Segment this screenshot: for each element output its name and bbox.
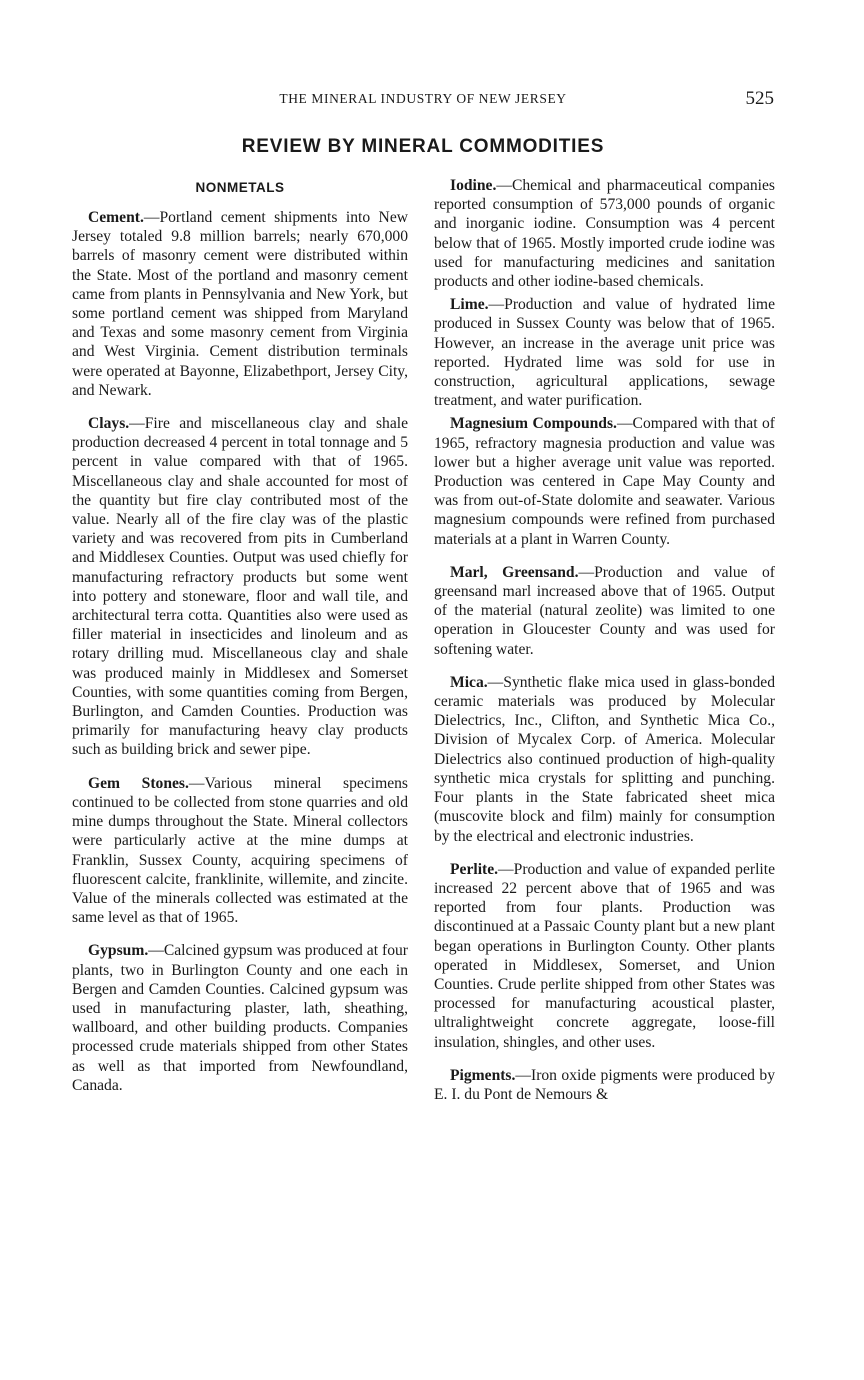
paragraph-text: —Production and value of expanded perlite increased 22 percent above that of 1965 and was reported from four plants. Production was discontinued at a Passaic County plant but a new plant began operations in Burlington County. Other plants operated in Middlesex, Somerset, and Union Counties. Crude perlite shipped from other States was processed for manufacturing acoustical plaster, ultralightweight concrete aggregate, loose-fill insulation, shingles, and other uses. <box>434 860 775 1051</box>
paragraph-text: —Compared with that of 1965, refractory magnesia production and value was lower but a higher average unit value was reported. Production was centered in Cape May County and was from out-of-State dolomite and seawater. Various magnesium compounds were refined from purchased materials at a plant in Warren County. <box>434 415 776 548</box>
running-title: THE MINERAL INDUSTRY OF NEW JERSEY <box>279 91 567 106</box>
paragraph-text: —Various mineral specimens continued to be collected from stone quarries and old mine dumps throughout the State. Mineral collectors were particularly active at the mine dumps at Franklin, Sussex County, acquiring specimens of fluorescent calcite, franklinite, willemite, and zincite. Value of the minerals collected was estimated at the same level as that of 1965. <box>72 774 408 927</box>
page-number: 525 <box>745 88 774 109</box>
subhead-nonmetals: NONMETALS <box>195 180 285 195</box>
paragraph-cement <box>72 208 408 400</box>
paragraph-text: —Synthetic flake mica used in glass-bonded ceramic materials was produced by Molecular Dielectrics, Inc., Clifton, and Synthetic Mica Co., Division of Mycalex Corp. of America. Molecular Dielectrics also continued production of high-quality synthetic mica crystals for splitting and punching. Four plants in the State fabricated sheet mica (muscovite block and film) mainly for consumption by the electrical and electronic industries. <box>434 673 775 845</box>
paragraph-iodine <box>434 176 775 291</box>
term-pigments: Pigments. <box>450 1066 516 1084</box>
paragraph-pigments <box>434 1066 775 1104</box>
paragraph-gem-stones <box>72 774 408 928</box>
paragraph-text: —Production and value of hydrated lime produced in Sussex County was below that of 1965. However, an increase in the average unit price was reported. Hydrated lime was sold for use in construction, agricultural applications, sewage treatment, and water purification. <box>434 296 775 410</box>
paragraph-gypsum <box>72 941 408 1095</box>
paragraph-clays <box>72 414 408 760</box>
term-lime: Lime. <box>450 296 489 314</box>
right-column <box>434 176 775 1104</box>
paragraph-magnesium-compounds <box>434 414 775 548</box>
paragraph-text: —Chemical and pharmaceutical companies reported consumption of 573,000 pounds of organic and inorganic iodine. Consumption was 4 percent below that of 1965. Mostly imported crude iodine was used for manufacturing medicines and sanitation products and other iodine-based chemicals. <box>434 177 775 291</box>
paragraph-text: —Calcined gypsum was produced at four plants, two in Burlington County and one each in Bergen and Camden Counties. Calcined gypsum was used in manufacturing plaster, lath, sheathing, wallboard, and other building products. Companies processed crude materials shipped from other States as well as that imported from Newfoundland, Canada. <box>72 942 408 1094</box>
paragraph-perlite <box>434 860 775 1052</box>
section-title: REVIEW BY MINERAL COMMODITIES <box>241 136 605 157</box>
paragraph-mica <box>434 673 775 846</box>
term-iodine: Iodine. <box>450 177 497 194</box>
paragraph-marl-greensand <box>434 563 775 659</box>
paragraph-text: —Fire and miscellaneous clay and shale production decreased 4 percent in total tonnage and 5 percent in value compared with that of 1965. Miscellaneous clay and shale accounted for most of the quantity but fire clay contributed most of the value. Nearly all of the fire clay was of the plastic variety and was recovered from pits in Cumberland and Middlesex Counties. Output was used chiefly for manufacturing refractory products but some went into pottery and stoneware, floor and wall tile, and architectural terra cotta. Quantities also were used as filler material in insecticides and linoleum and as rotary drilling mud. Miscellaneous clay and shale was produced mainly in Middlesex and Somerset Counties, with some quantities coming from Bergen, Burlington, and Camden Counties. Production was primarily for manufacturing heavy clay products such as building brick and sewer pipe. <box>72 415 408 759</box>
running-header <box>72 88 774 112</box>
term-perlite: Perlite. <box>450 860 499 878</box>
paragraph-text: —Iron oxide pigments were produced by E. I. du Pont de Nemours & <box>434 1066 775 1103</box>
paragraph-lime <box>434 295 775 410</box>
term-marl-greensand: Marl, Greensand. <box>450 563 579 581</box>
paragraph-text: —Portland cement shipments into New Jersey totaled 9.8 million barrels; nearly 670,000 barrels of masonry cement were distributed within the State. Most of the portland and masonry cement came from plants in Pennsylvania and New York, but some portland cement was shipped from Maryland and Texas and some masonry cement from Virginia and West Virginia. Cement distribution terminals were operated at Bayonne, Elizabethport, Jersey City, and Newark. <box>72 209 408 399</box>
paragraph-text: —Production and value of greensand marl increased above that of 1965. Output of the material (natural zeolite) was limited to one operation in Gloucester County and was used for softening water. <box>434 563 775 658</box>
left-column <box>72 176 408 1095</box>
term-cement: Cement. <box>88 209 144 226</box>
term-clays: Clays. <box>88 415 130 433</box>
term-gem-stones: Gem Stones. <box>88 774 189 792</box>
term-gypsum: Gypsum. <box>88 942 149 960</box>
term-mica: Mica. <box>450 673 488 691</box>
term-magnesium-compounds: Magnesium Compounds. <box>450 415 617 433</box>
